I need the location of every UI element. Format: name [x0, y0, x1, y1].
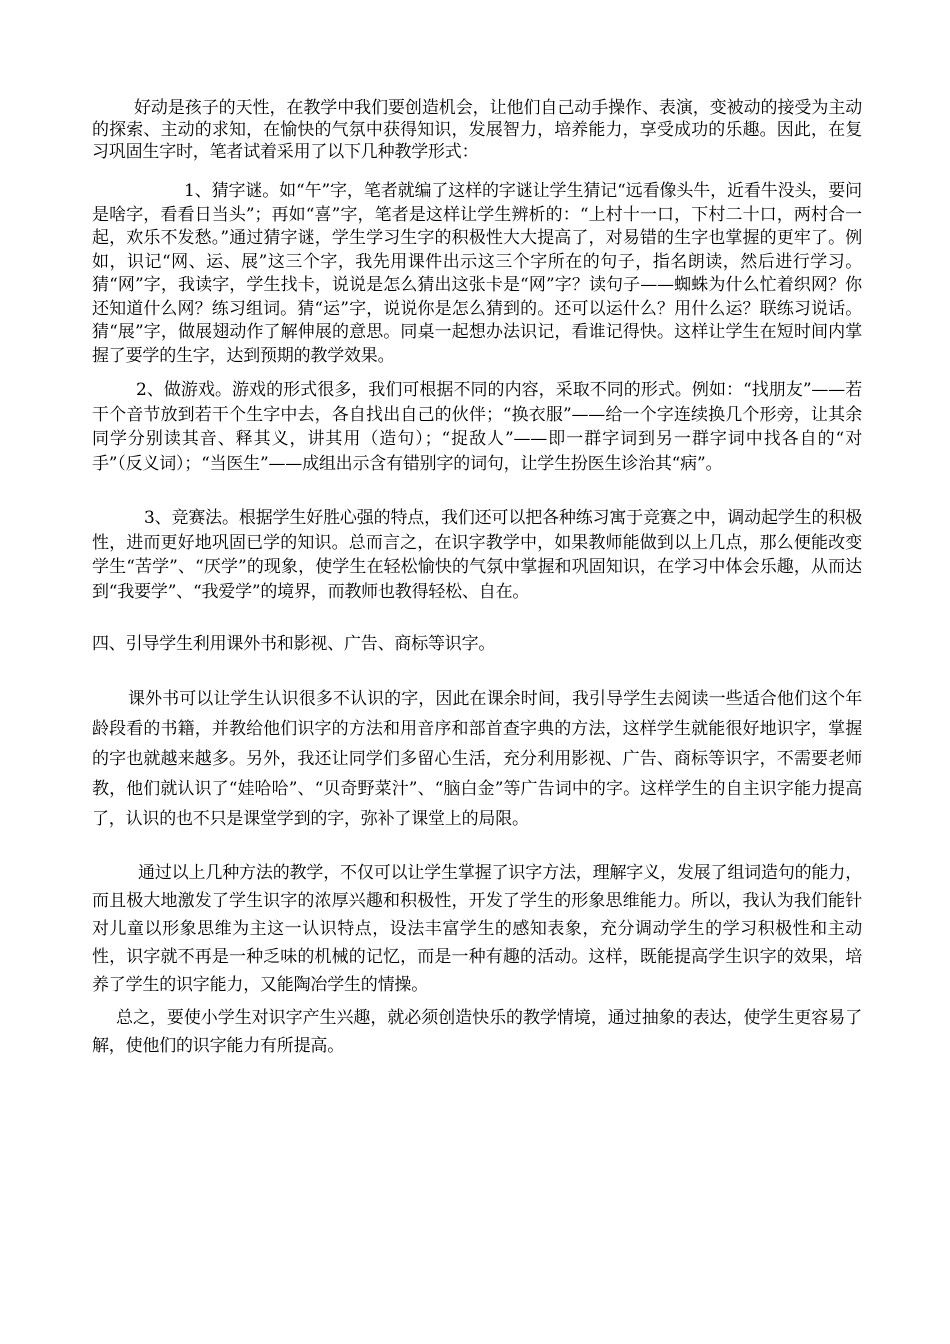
method-game-paragraph: 2、做游戏。游戏的形式很多，我们可根据不同的内容，采取不同的形式。例如：“找朋友”——若干个音节放到若干个生字中去，各自找出自己的伙伴；“换衣服”——给一个字连续换几个形旁，让其余同学分别读其音、释其义，讲其用（造句）；“捉敌人”——即一群字词到另一群字词中找各自的“对手”（反义词）；“当医生”——成组出示含有错别字的词句，让学生扮医生诊治其“病”。: [92, 380, 862, 474]
section-heading: 四、引导学生利用课外书和影视、广告、商标等识字。: [92, 634, 496, 654]
intro-paragraph: 好动是孩子的天性，在教学中我们要创造机会，让他们自己动手操作、表演，变被动的接受为主动的探索、主动的求知，在愉快的气氛中获得知识，发展智力，培养能力，享受成功的乐趣。因此，在复习巩固生字时，笔者试着采用了以下几种教学形式：: [92, 98, 862, 162]
extracurricular-paragraph: 课外书可以让学生认识很多不认识的字，因此在课余时间，我引导学生去阅读一些适合他们这个年龄段看的书籍，并教给他们识字的方法和用音序和部首查字典的方法，这样学生就能很好地识字，掌握的字也就越来越多。另外，我还让同学们多留心生活，充分利用影视、广告、商标等识字，不需要老师教，他们就认识了“娃哈哈”、“贝奇野菜汁”、“脑白金”等广告词中的字。这样学生的自主识字能力提高了，认识的也不只是课堂学到的字，弥补了课堂上的局限。: [92, 689, 862, 829]
method-competition-paragraph: 3、竞赛法。根据学生好胜心强的特点，我们还可以把各种练习寓于竞赛之中，调动起学生的积极性，进而更好地巩固已学的知识。总而言之，在识字教学中，如果教师能做到以上几点，那么便能改变学生“苦学”、“厌学”的现象，使学生在轻松愉快的气氛中掌握和巩固知识，在学习中体会乐趣，从而达到“我要学”、“我爱学”的境界，而教师也教得轻松、自在。: [92, 508, 862, 602]
method-riddle-paragraph: 1、猜字谜。如“午”字，笔者就编了这样的字谜让学生猜记“远看像头牛，近看牛没头，要问是啥字，看看日当头”；再如“喜”字，笔者是这样让学生辨析的：“上村十一口，下村二十口，两村合一起，欢乐不发愁。”通过猜字谜，学生学习生字的积极性大大提高了，对易错的生字也掌握的更牢了。例如，识记“网、运、展”这三个字，我先用课件出示这三个字所在的句子，指名朗读，然后进行学习。猜“网”字，我读字，学生找卡，说说是怎么猜出这张卡是“网”字？读句子——蜘蛛为什么忙着织网？你还知道什么网？练习组词。猜“运”字，说说你是怎么猜到的。还可以运什么？用什么运？联练习说话。猜“展”字，做展翅动作了解伸展的意思。同桌一起想办法识记，看谁记得快。这样让学生在短时间内掌握了要学的生字，达到预期的教学效果。: [92, 181, 862, 366]
conclusion-paragraph: 总之，要使小学生对识字产生兴趣，就必须创造快乐的教学情境，通过抽象的表达，使学生更容易了解，使他们的识字能力有所提高。: [92, 1008, 862, 1056]
summary-paragraph: 通过以上几种方法的教学，不仅可以让学生掌握了识字方法，理解字义，发展了组词造句的能力，而且极大地激发了学生识字的浓厚兴趣和积极性，开发了学生的形象思维能力。所以，我认为我们能针对儿童以形象思维为主这一认识特点，设法丰富学生的感知表象，充分调动学生的学习积极性和主动性，识字就不再是一种乏味的机械的记忆，而是一种有趣的活动。这样，既能提高学生识字的效果，培养了学生的识字能力，又能陶冶学生的情操。: [92, 863, 862, 995]
